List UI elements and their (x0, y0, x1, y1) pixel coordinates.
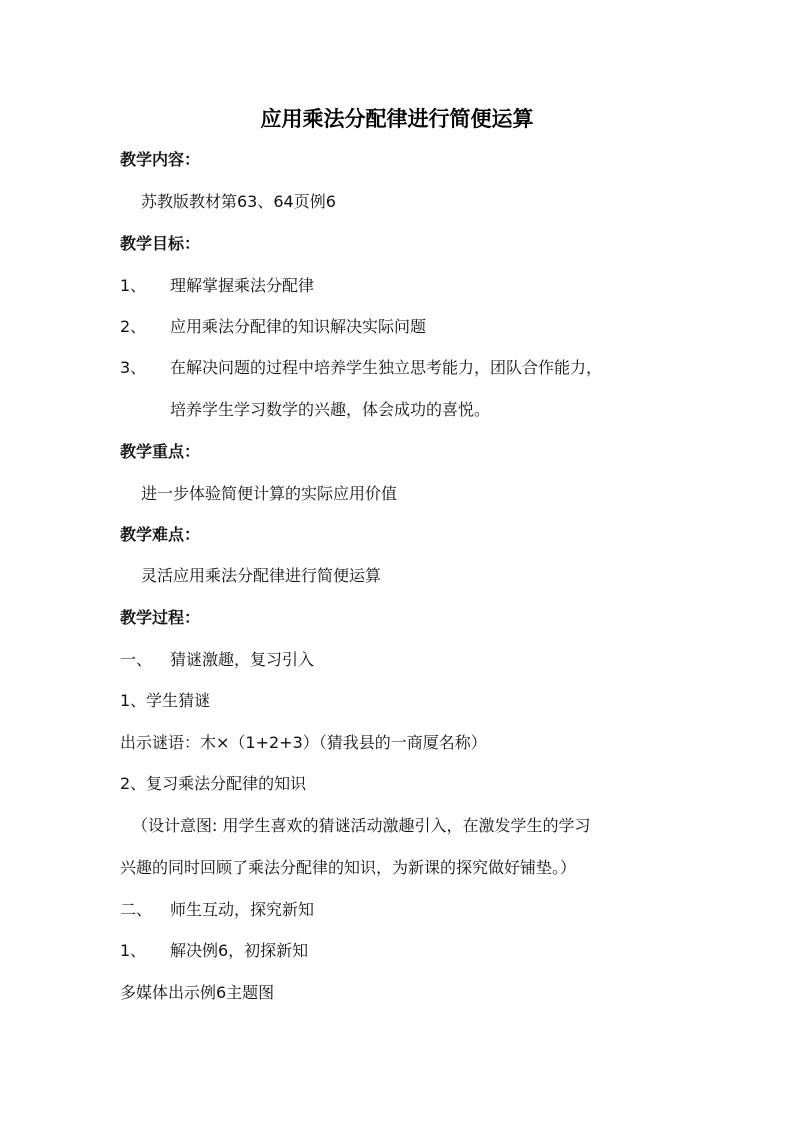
goal-number: 1、 (120, 276, 147, 295)
document-title: 应用乘法分配律进行简便运算 (260, 107, 534, 131)
difficulty-heading: 教学难点： (120, 525, 201, 544)
content-text: 苏教版教材第63、64页例6 (141, 192, 336, 211)
step2-text: 2、复习乘法分配律的知识 (120, 774, 307, 793)
goal-text: 应用乘法分配律的知识解决实际问题 (170, 317, 427, 336)
part1-number: 一、 (120, 650, 153, 669)
content-heading: 教学内容： (120, 150, 201, 169)
part2-number: 二、 (120, 900, 153, 919)
goal-text: 理解掌握乘法分配律 (170, 276, 315, 295)
multimedia-text: 多媒体出示例6主题图 (120, 983, 275, 1002)
part2-step1-number: 1、 (120, 941, 147, 960)
goals-heading: 教学目标： (120, 234, 201, 253)
part2-text: 师生互动，探究新知 (170, 900, 315, 919)
part1-text: 猜谜激趣，复习引入 (170, 650, 315, 669)
goal-text-continued: 培养学生学习数学的兴趣，体会成功的喜悦。 (170, 400, 491, 419)
goal-number: 3、 (120, 358, 147, 377)
riddle-text: 出示谜语：木×（1+2+3）（猜我县的一商厦名称） (120, 733, 487, 752)
key-heading: 教学重点： (120, 442, 201, 461)
part2-step1-text: 解决例6，初探新知 (170, 941, 309, 960)
design-intent-line1: （设计意图: 用学生喜欢的猜谜活动激趣引入，在激发学生的学习 (132, 816, 591, 835)
process-heading: 教学过程： (120, 608, 201, 627)
difficulty-text: 灵活应用乘法分配律进行简便运算 (141, 566, 382, 585)
goal-text: 在解决问题的过程中培养学生独立思考能力，团队合作能力， (170, 358, 603, 377)
key-text: 进一步体验简便计算的实际应用价值 (141, 484, 398, 503)
design-intent-line2: 兴趣的同时回顾了乘法分配律的知识，为新课的探究做好铺垫。） (120, 858, 577, 877)
goal-number: 2、 (120, 317, 147, 336)
step1-text: 1、学生猜谜 (120, 691, 211, 710)
